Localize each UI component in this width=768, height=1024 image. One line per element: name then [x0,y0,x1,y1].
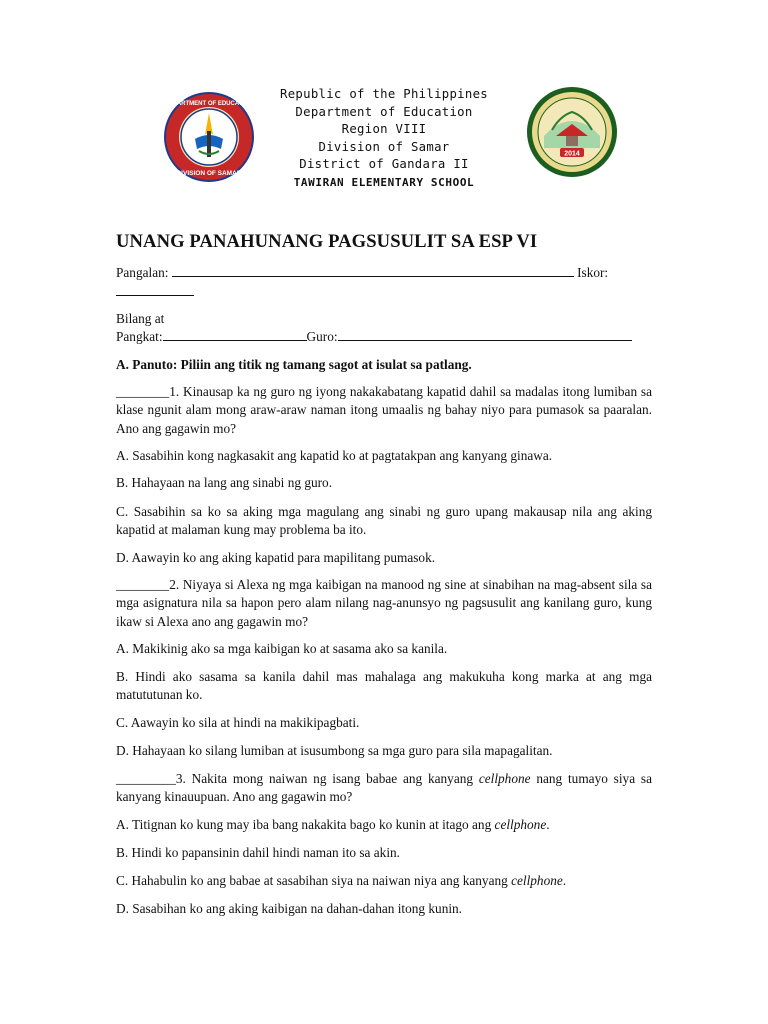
deped-seal-logo [163,91,255,183]
guro-label: Guro: [306,329,338,344]
division-line: Division of Samar [318,139,450,154]
bilang-label: Bilang at [116,311,165,326]
q3-choice-d [116,900,652,918]
pangkat-row [116,328,652,347]
q3-choice-c-text: C. Hahabulin ko ang babae at sasabihan siya na naiwan niya ang kanyang [116,873,512,888]
q1-choice-d: D. Aawayin ko ang aking kapatid para mapilitang pumasok. [116,550,436,565]
q3-choice-c [116,872,652,890]
q1-choice-a: A. Sasabihin kong nagkasakit ang kapatid ko at pagtatakpan ang kanyang ginawa. [116,448,553,463]
letterhead-text [250,86,518,192]
q2-choice-c: C. Aawayin ko sila at hindi na makikipagbati. [116,715,360,730]
q2-choice-b: B. Hindi ako sasama sa kanila dahil mas mahalaga ang makukuha kong marka at ang mga matututunan ko. [116,669,652,703]
q3-choice-a-text: A. Titignan ko kung may iba bang nakakita bago ko kunin at itago ang [116,817,495,832]
iskor-label: Iskor: [577,265,609,280]
name-row [116,264,652,283]
seal-left-top-text: DEPARTMENT OF EDUCATION [164,101,254,107]
question-2-text: 2. Niyaya si Alexa ng mga kaibigan na manood ng sine at sinabihan na mag-absent sila sa mga asignatura nila sa hapon pero alam nilang nag-anunsyo ng pagsusulit ang kanilang guro, kung ikaw si Alexa ano ang gagawin mo? [116,577,652,629]
iskor-blank[interactable] [116,283,194,296]
answer-blank-1[interactable]: ________ [116,384,170,399]
seal-right-year: 2014 [564,150,580,158]
q3-choice-a-italic: cellphone [494,817,547,832]
department-line: Department of Education [295,104,473,119]
q3-choice-d-text: D. Sasabihan ko ang aking kaibigan na dahan-dahan itong kunin. [116,901,463,916]
question-3-text-after: nang tumayo siya sa kanyang kinauupuan. Ano ang gagawin mo? [116,771,652,805]
district-line: District of Gandara II [299,157,469,172]
pangalan-blank[interactable] [172,264,574,277]
answer-blank-2[interactable]: ________ [116,577,170,592]
pangkat-blank[interactable] [163,328,307,341]
q3-choice-c-after: . [562,873,567,888]
republic-line: Republic of the Philippines [280,87,488,101]
school-seal-logo [526,86,618,178]
question-3-text-before: 3. Nakita mong naiwan ng isang babae ang kanyang [175,771,479,786]
question-1 [116,383,652,438]
q2-choice-d: D. Hahayaan ko silang lumiban at isusumbong sa mga guro para sila mapagalitan. [116,743,553,758]
question-2 [116,576,652,631]
instructions: A. Panuto: Piliin ang titik ng tamang sagot at isulat sa patlang. [116,357,472,372]
guro-blank[interactable] [338,328,632,341]
q3-choice-c-italic: cellphone [511,873,563,888]
q3-choice-a [116,816,652,834]
letterhead [160,86,620,196]
q1-choice-b: B. Hahayaan na lang ang sinabi ng guro. [116,475,333,490]
q3-choice-b-text: B. Hindi ko papansinin dahil hindi naman ito sa akin. [116,845,401,860]
pangkat-label: Pangkat: [116,329,163,344]
answer-blank-3[interactable]: _________ [116,771,176,786]
question-1-text: 1. Kinausap ka ng guro ng iyong nakakabatang kapatid dahil sa madalas itong lumiban sa klase ngunit alam mong araw-araw naman itong umaalis ng bahay niyo para pumasok sa paaralan. Ano ang gagawin mo? [116,384,652,436]
question-3-text-italic: cellphone [478,771,531,786]
exam-title: UNANG PANAHUNANG PAGSUSULIT SA ESP VI [116,231,538,252]
question-3 [116,770,652,807]
pangalan-label: Pangalan: [116,265,169,280]
q3-choice-a-after: . [546,817,550,832]
region-line: Region VIII [341,122,427,137]
school-name: TAWIRAN ELEMENTARY SCHOOL [293,175,475,189]
q3-choice-b [116,844,652,862]
seal-left-bottom-text: DIVISION OF SAMAR [176,170,242,177]
q2-choice-a: A. Makikinig ako sa mga kaibigan ko at sasama ako sa kanila. [116,641,448,656]
q1-choice-c: C. Sasabihin sa ko sa aking mga magulang ang sinabi ng guro upang makausap nila ang aking kapatid at malaman kung may problema ba ito. [116,504,652,538]
iskor-row [116,283,652,302]
